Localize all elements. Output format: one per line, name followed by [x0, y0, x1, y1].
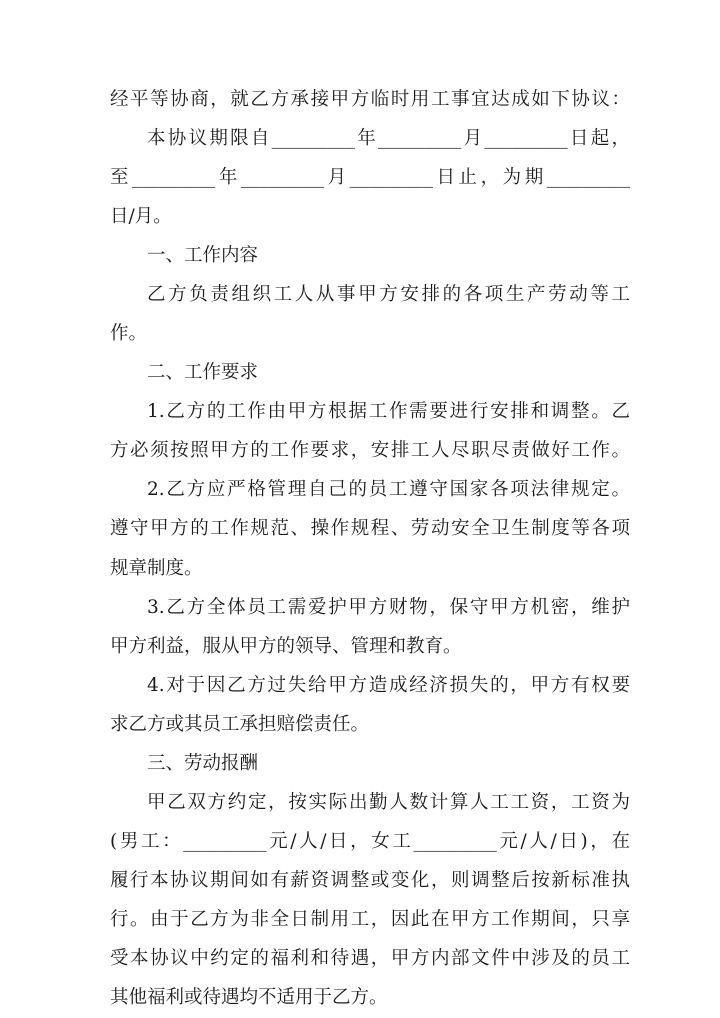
paragraph-line-term-unit: 日/月。 [110, 206, 172, 228]
paragraph-line-term: 本协议期限自_________年_________月_________日起， [147, 128, 630, 150]
paragraph-line-work-content-end: 作。 [110, 323, 148, 345]
paragraph-line-work-content: 乙方负责组织工人从事甲方安排的各项生产劳动等工 [147, 284, 630, 306]
list-item-requirement-1: 1.乙方的工作由甲方根据工作需要进行安排和调整。乙 [147, 401, 630, 423]
paragraph-line-term-end: 至_________年_________月_________日止，为期_________ [110, 167, 630, 189]
paragraph-line-intro: 经平等协商，就乙方承接甲方临时用工事宜达成如下协议： [110, 89, 630, 110]
paragraph-line-benefits: 受本协议中约定的福利和待遇，甲方内部文件中涉及的员工 [110, 947, 630, 969]
list-item-requirement-3-end: 甲方利益，服从甲方的领导、管理和教育。 [110, 635, 462, 657]
paragraph-line-remuneration: 甲乙双方约定，按实际出勤人数计算人工工资，工资为 [147, 791, 630, 813]
list-item-requirement-1-cont: 方必须按照甲方的工作要求，安排工人尽职尽责做好工作。 [110, 440, 630, 462]
list-item-requirement-3: 3.乙方全体员工需爱护甲方财物，保守甲方机密，维护 [147, 596, 630, 618]
paragraph-line-benefits-end: 其他福利或待遇均不适用于乙方。 [110, 987, 388, 1008]
list-item-requirement-4: 4.对于因乙方过失给甲方造成经济损失的，甲方有权要 [147, 674, 630, 696]
list-item-requirement-4-end: 求乙方或其员工承担赔偿责任。 [110, 713, 370, 735]
list-item-requirement-2-cont: 遵守甲方的工作规范、操作规程、劳动安全卫生制度等各项 [110, 518, 630, 540]
list-item-requirement-2-end: 规章制度。 [110, 557, 203, 579]
list-item-requirement-2: 2.乙方应严格管理自己的员工遵守国家各项法律规定。 [147, 479, 630, 501]
paragraph-line-part-time: 行。由于乙方为非全日制用工，因此在甲方工作期间，只享 [110, 908, 630, 930]
paragraph-line-wage-adjustment: 履行本协议期间如有薪资调整或变化，则调整后按新标准执 [110, 869, 630, 891]
section-heading-remuneration: 三、劳动报酬 [147, 752, 259, 774]
section-heading-work-requirements: 二、工作要求 [147, 362, 259, 384]
paragraph-line-wage-rates: (男工：_________元/人/日，女工_________元/人/日)，在 [110, 830, 630, 852]
section-heading-work-content: 一、工作内容 [147, 245, 259, 267]
